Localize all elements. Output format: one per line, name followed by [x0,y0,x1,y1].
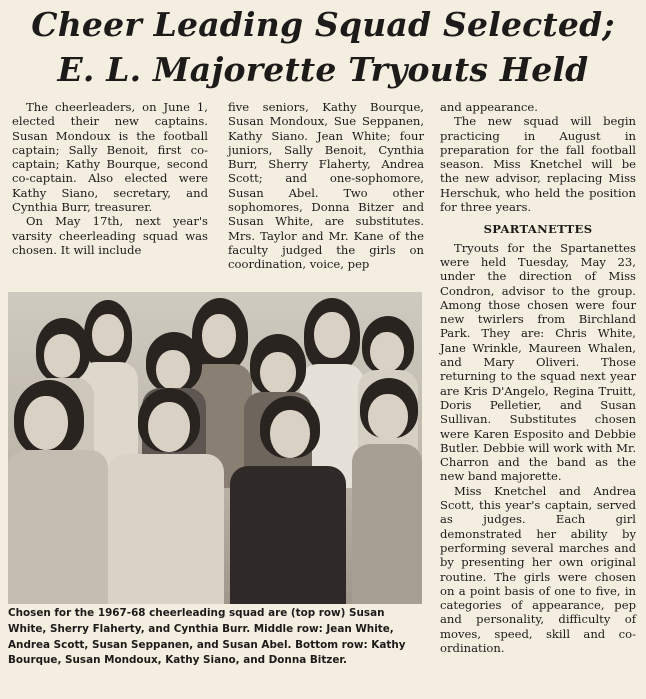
article-column-1 [12,100,208,257]
paragraph-judges: Miss Knetchel and Andrea Scott, this year's captain, served as judges. Each girl demonstrated her ability by performing several marches and by presenting her own original routine. The girls were chosen on a point basis of one to five, in categories of appearance, pep and personality, difficulty of moves, speed, skill and co-ordination. [440,483,636,655]
article-column-3 [440,100,636,655]
article-column-2 [228,100,424,272]
paragraph-continued: and appearance. [440,100,538,114]
cheerleading-squad-photo [8,292,422,604]
photo-caption: Chosen for the 1967-68 cheerleading squad are (top row) Susan White, Sherry Flaherty, and Cynthia Burr. Middle row: Jean White, Andrea Scott, Susan Seppanen, and Susan Abel. Bottom row: Kathy Bourque, Susan Mondoux, Kathy Siano, and Donna Bitzer. [8,607,406,667]
paragraph-squad-chosen: On May 17th, next year's varsity cheerleading squad was chosen. It will include [12,214,208,257]
photo-person [8,380,108,604]
headline [8,2,638,92]
photo-person [108,388,224,604]
headline-line-1: Cheer Leading Squad Selected; [31,5,615,44]
paragraph-tryouts: Tryouts for the Spartanettes were held Tuesday, May 23, under the direction of Miss Condron, advisor to the group. Among those chosen were four new twirlers from Birchland Park. They are: Chris White, Jane Wrinkle, Maureen Whalen, and Mary Oliveri. Those returning to the squad next year are Kris D'Angelo, Regina Truitt, Doris Pelletier, and Susan Sullivan. Substitutes chosen were Karen Esposito and Debbie Butler. Debbie will work with Mr. Charron and the band as the new band majorette. [440,240,636,484]
subheading-spartanettes: SPARTANETTES [483,222,593,237]
photo-person [352,378,422,604]
paragraph-practice: The new squad will begin practicing in August in preparation for the fall football season. Miss Knetchel will be the new advisor, replacing Miss Herschuk, who held the position for three years. [440,114,636,215]
paragraph-squad-members: five seniors, Kathy Bourque, Susan Mondoux, Sue Seppanen, Kathy Siano. Jean White; four juniors, Sally Benoit, Cynthia Burr, Sherry Flaherty, Andrea Scott; and one-sophomore, Susan Abel. Two other sophomores, Donna Bitzer and Susan White, are substitutes. Mrs. Taylor and Mr. Kane of the faculty judged the girls on coordination, voice, pep [228,100,424,272]
headline-line-2: E. L. Majorette Tryouts Held [57,50,589,89]
paragraph-captains: The cheerleaders, on June 1, elected their new captains. Susan Mondoux is the football captain; Sally Benoit, first co-captain; Kathy Bourque, second co-captain. Also elected were Kathy Siano, secretary, and Cynthia Burr, treasurer. [12,100,208,215]
photo-person [230,396,346,604]
